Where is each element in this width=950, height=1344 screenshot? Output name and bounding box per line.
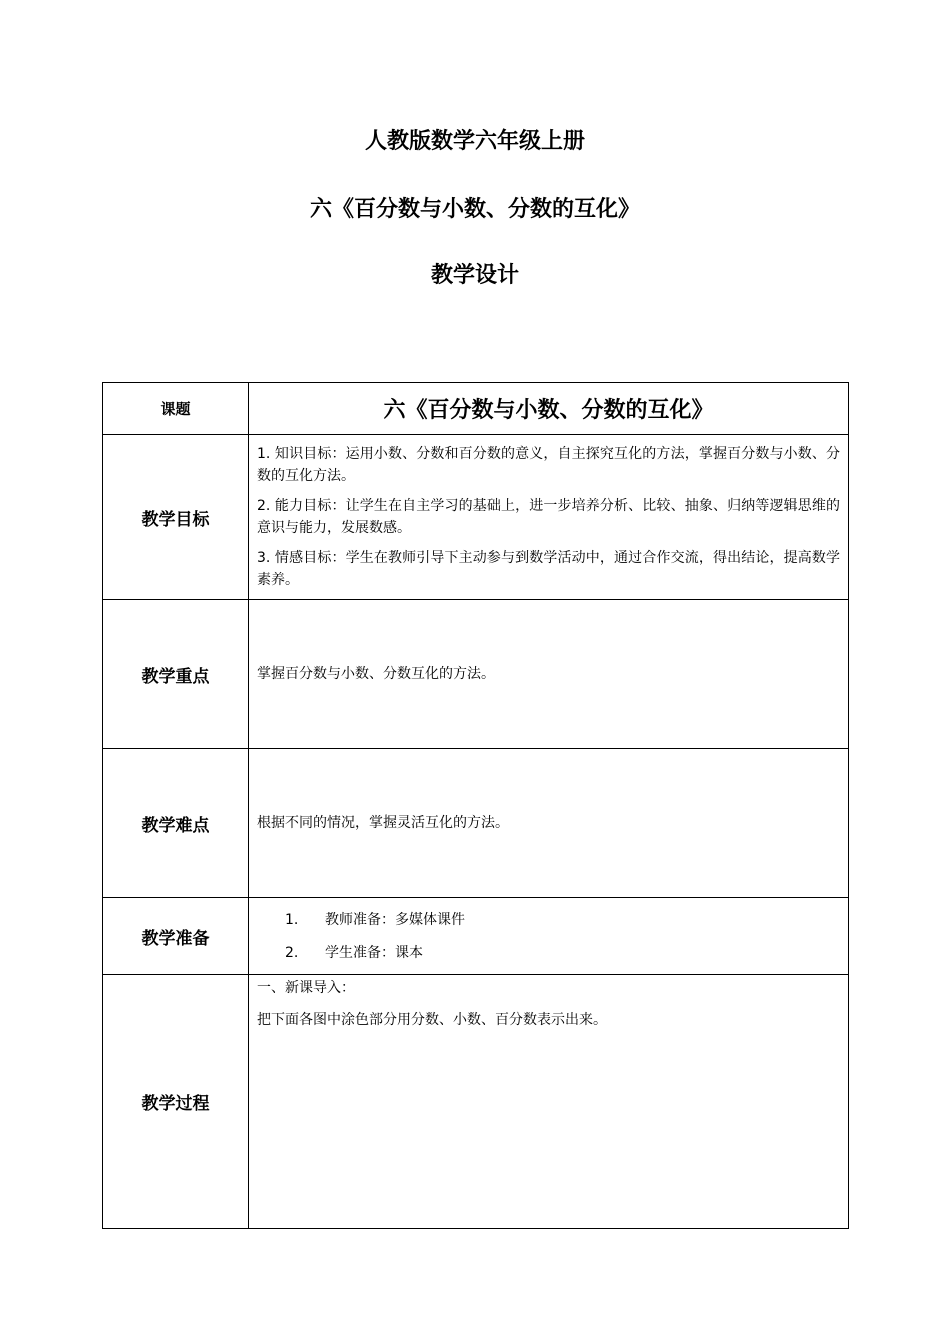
process-label: 教学过程 (103, 975, 249, 1229)
preparation-content (249, 898, 849, 975)
row-process (103, 975, 849, 1229)
difficulties-label: 教学难点 (103, 749, 249, 898)
row-key-points (103, 600, 849, 749)
process-content (249, 975, 849, 1229)
prep-text: 学生准备：课本 (325, 944, 423, 961)
row-difficulties (103, 749, 849, 898)
objective-ability: 2. 能力目标：让学生在自主学习的基础上，进一步培养分析、比较、抽象、归纳等逻辑思维的意识与能力，发展数感。 (257, 498, 840, 536)
prep-number: 2. (285, 944, 299, 961)
lesson-title: 六《百分数与小数、分数的互化》 (309, 197, 640, 222)
subject-label: 课题 (103, 383, 249, 435)
objective-emotion: 3. 情感目标：学生在教师引导下主动参与到数学活动中，通过合作交流，得出结论，提高数学素养。 (257, 550, 840, 588)
prep-number: 1. (285, 911, 299, 928)
row-subject (103, 383, 849, 435)
key-points-label: 教学重点 (103, 600, 249, 749)
document-title: 人教版数学六年级上册 (364, 129, 585, 154)
objectives-content (249, 435, 849, 600)
difficulties-value: 根据不同的情况，掌握灵活互化的方法。 (249, 749, 849, 898)
row-objectives (103, 435, 849, 600)
subject-value: 六《百分数与小数、分数的互化》 (249, 383, 849, 435)
key-points-value: 掌握百分数与小数、分数互化的方法。 (249, 600, 849, 749)
objective-knowledge: 1. 知识目标：运用小数、分数和百分数的意义，自主探究互化的方法，掌握百分数与小数、分数的互化方法。 (257, 446, 840, 484)
preparation-label: 教学准备 (103, 898, 249, 975)
process-instruction: 把下面各图中涂色部分用分数、小数、百分数表示出来。 (257, 1012, 607, 1028)
process-section-heading: 一、新课导入： (257, 980, 355, 996)
lesson-plan-table (102, 382, 849, 1229)
list-item (249, 942, 848, 964)
row-preparation (103, 898, 849, 975)
document-subtitle: 教学设计 (430, 263, 519, 288)
list-item (249, 909, 848, 931)
prep-text: 教师准备：多媒体课件 (325, 911, 465, 928)
objectives-label: 教学目标 (103, 435, 249, 600)
